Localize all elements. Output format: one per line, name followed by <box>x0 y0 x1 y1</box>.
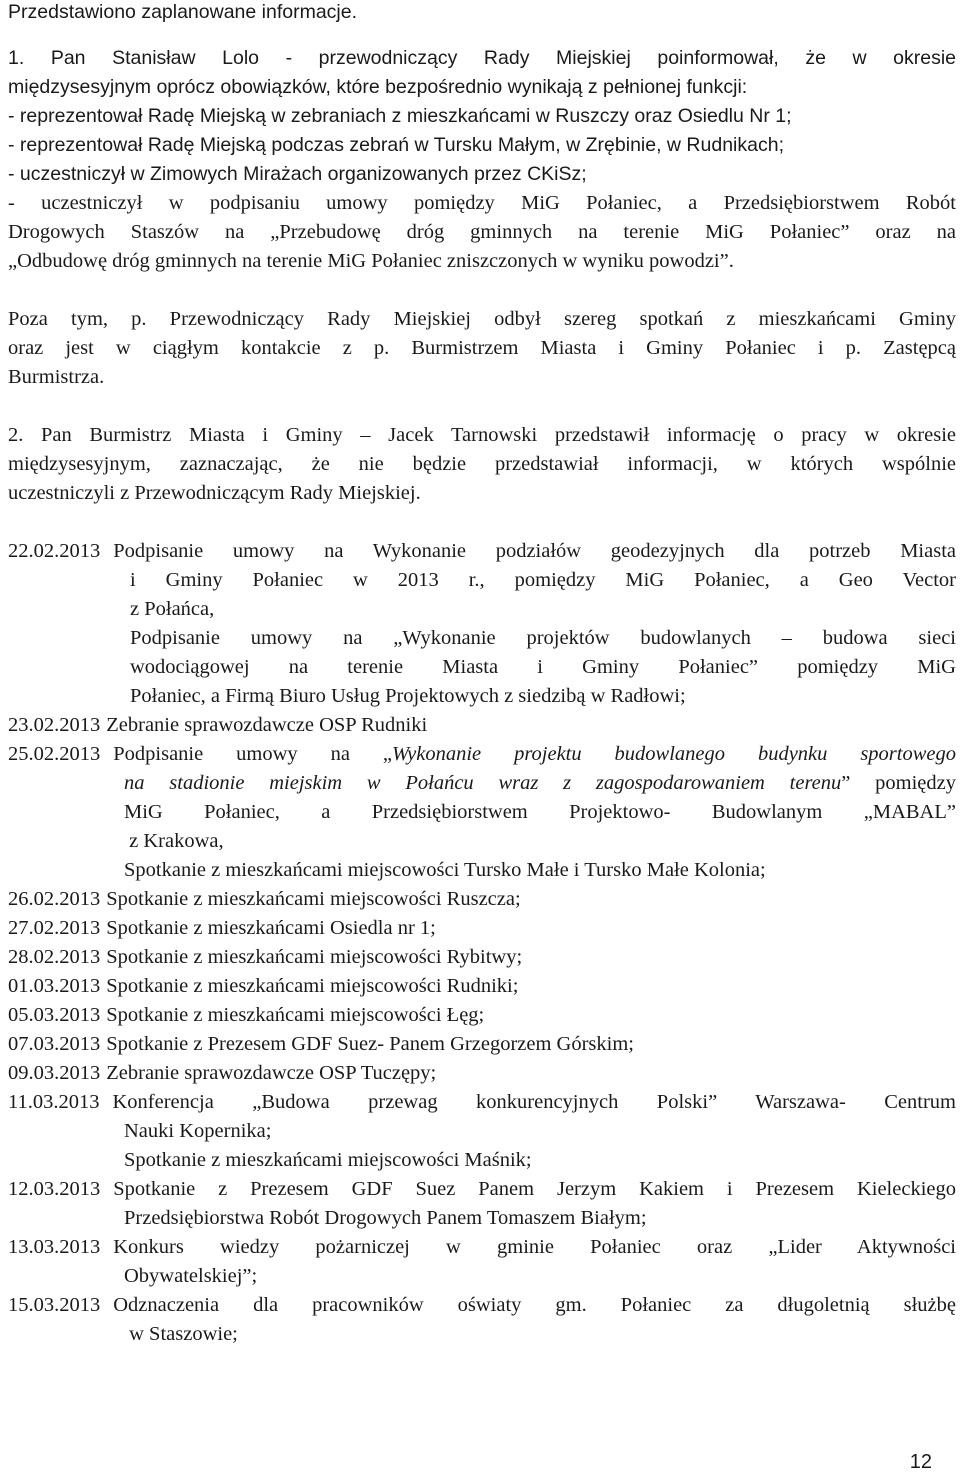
text-line: oraz jest w ciągłym kontakcie z p. Burmistrzem Miasta i Gminy Połaniec i p. Zastępcą <box>8 337 956 359</box>
calendar-entry <box>8 711 956 740</box>
entry-text: Odznaczenia dla pracowników oświaty gm. Połaniec za długoletnią służbę <box>113 1294 956 1316</box>
entry-text: wodociągowej na terenie Miasta i Gminy Połaniec” pomiędzy MiG <box>130 656 956 678</box>
text-line: 1. Pan Stanisław Lolo - przewodniczący Rady Miejskiej poinformował, że w okresie <box>8 47 956 69</box>
text-line: międzysesyjnym, zaznaczając, że nie będzie przedstawiał informacji, w których wspólnie <box>8 453 956 475</box>
entry-text: z Połańca, <box>130 598 215 620</box>
calendar-entry <box>8 1059 956 1088</box>
entry-text: w Staszowie; <box>124 1323 238 1345</box>
entry-date: 09.03.2013 <box>8 1062 101 1084</box>
entry-text: Spotkanie z Prezesem GDF Suez- Panem Grzegorzem Górskim; <box>106 1033 634 1055</box>
entry-text: MiG Połaniec, a Przedsiębiorstwem Projektowo- Budowlanym „MABAL” <box>124 801 956 823</box>
entry-date: 12.03.2013 <box>8 1178 101 1200</box>
calendar-entry <box>8 537 956 566</box>
text-line: Drogowych Staszów na „Przebudowę dróg gminnych na terenie MiG Połaniec” oraz na <box>8 221 956 243</box>
entry-text: Zebranie sprawozdawcze OSP Rudniki <box>106 714 428 736</box>
paragraph-chairman-report <box>8 44 956 276</box>
entry-text: Spotkanie z mieszkańcami miejscowości Tursko Małe i Tursko Małe Kolonia; <box>124 859 766 881</box>
entry-date: 15.03.2013 <box>8 1294 101 1316</box>
paragraph-chairman-meetings <box>8 305 956 392</box>
page-number: 12 <box>909 1451 932 1473</box>
entry-date: 25.02.2013 <box>8 743 101 765</box>
entry-text: Przedsiębiorstwa Robót Drogowych Panem Tomaszem Białym; <box>124 1207 647 1229</box>
entry-text: Nauki Kopernika; <box>124 1120 272 1142</box>
entry-date: 07.03.2013 <box>8 1033 101 1055</box>
entry-continuation <box>8 1204 956 1233</box>
entry-date: 23.02.2013 <box>8 714 101 736</box>
calendar-entry <box>8 885 956 914</box>
entry-text: Spotkanie z mieszkańcami miejscowości Łęg; <box>106 1004 485 1026</box>
calendar-entry <box>8 1233 956 1262</box>
entry-text: Podpisanie umowy na „Wykonanie projektu budowlanego budynku sportowego <box>113 743 956 765</box>
entry-text: Obywatelskiej”; <box>124 1265 258 1287</box>
text-line: - reprezentował Radę Miejską w zebraniach z mieszkańcami w Ruszczy oraz Osiedlu Nr 1; <box>8 105 792 127</box>
entry-date: 11.03.2013 <box>8 1091 100 1113</box>
entry-date: 28.02.2013 <box>8 946 101 968</box>
calendar-entry <box>8 1088 956 1117</box>
entry-text: Podpisanie umowy na „Wykonanie projektów budowlanych – budowa sieci <box>130 627 956 649</box>
entry-text: Zebranie sprawozdawcze OSP Tuczępy; <box>106 1062 437 1084</box>
entry-text: na stadionie miejskim w Połańcu wraz z zagospodarowaniem terenu” pomiędzy <box>124 772 956 794</box>
text-line: uczestniczyli z Przewodniczącym Rady Miejskiej. <box>8 482 421 504</box>
entry-text: Podpisanie umowy na Wykonanie podziałów geodezyjnych dla potrzeb Miasta <box>113 540 956 562</box>
entry-date: 13.03.2013 <box>8 1236 101 1258</box>
document-page <box>8 0 956 1349</box>
entry-continuation <box>8 566 956 711</box>
text-line: - uczestniczył w Zimowych Mirażach organizowanych przez CKiSz; <box>8 163 587 185</box>
entry-text: Spotkanie z mieszkańcami miejscowości Ruszcza; <box>106 888 521 910</box>
entry-date: 27.02.2013 <box>8 917 101 939</box>
entry-date: 05.03.2013 <box>8 1004 101 1026</box>
calendar-entry <box>8 914 956 943</box>
entry-continuation <box>8 769 956 885</box>
text-line: międzysesyjnym oprócz obowiązków, które bezpośrednio wynikają z pełnionej funkcji: <box>8 76 748 98</box>
text-line: Burmistrza. <box>8 366 105 388</box>
entry-text: Spotkanie z Prezesem GDF Suez Panem Jerzym Kakiem i Prezesem Kieleckiego <box>113 1178 956 1200</box>
entry-text: Konferencja „Budowa przewag konkurencyjnych Polski” Warszawa- Centrum <box>112 1091 956 1113</box>
entry-text: Spotkanie z mieszkańcami miejscowości Rudniki; <box>106 975 519 997</box>
text-line: - uczestniczył w podpisaniu umowy pomiędzy MiG Połaniec, a Przedsiębiorstwem Robót <box>8 192 956 214</box>
entry-date: 22.02.2013 <box>8 540 101 562</box>
entry-text: Spotkanie z mieszkańcami Osiedla nr 1; <box>106 917 436 939</box>
calendar-entry <box>8 740 956 769</box>
header-line: Przedstawiono zaplanowane informacje. <box>8 1 358 23</box>
entry-text: i Gminy Połaniec w 2013 r., pomiędzy MiG Połaniec, a Geo Vector <box>130 569 956 591</box>
calendar-entry <box>8 1001 956 1030</box>
entry-continuation <box>8 1320 956 1349</box>
calendar-entry <box>8 943 956 972</box>
calendar-entry <box>8 1291 956 1320</box>
entry-date: 01.03.2013 <box>8 975 101 997</box>
paragraph-mayor-report <box>8 421 956 508</box>
text-line: - reprezentował Radę Miejską podczas zebrań w Tursku Małym, w Zrębinie, w Rudnikach; <box>8 134 784 156</box>
entry-text: z Krakowa, <box>124 830 224 852</box>
calendar-entry <box>8 972 956 1001</box>
entry-continuation <box>8 1262 956 1291</box>
entry-date: 26.02.2013 <box>8 888 101 910</box>
entry-text: Spotkanie z mieszkańcami miejscowości Maśnik; <box>124 1149 532 1171</box>
entry-text: Połaniec, a Firmą Biuro Usług Projektowych z siedzibą w Radłowi; <box>130 685 686 707</box>
text-line: Poza tym, p. Przewodniczący Rady Miejskiej odbył szereg spotkań z mieszkańcami Gminy <box>8 308 956 330</box>
calendar-entry <box>8 1175 956 1204</box>
entry-text: Konkurs wiedzy pożarniczej w gminie Połaniec oraz „Lider Aktywności <box>113 1236 956 1258</box>
text-line: 2. Pan Burmistrz Miasta i Gminy – Jacek Tarnowski przedstawił informację o pracy w okresie <box>8 424 956 446</box>
entry-continuation <box>8 1117 956 1175</box>
text-line: „Odbudowę dróg gminnych na terenie MiG Połaniec zniszczonych w wyniku powodzi”. <box>8 250 734 272</box>
calendar-entry <box>8 1030 956 1059</box>
entry-text: Spotkanie z mieszkańcami miejscowości Rybitwy; <box>106 946 523 968</box>
